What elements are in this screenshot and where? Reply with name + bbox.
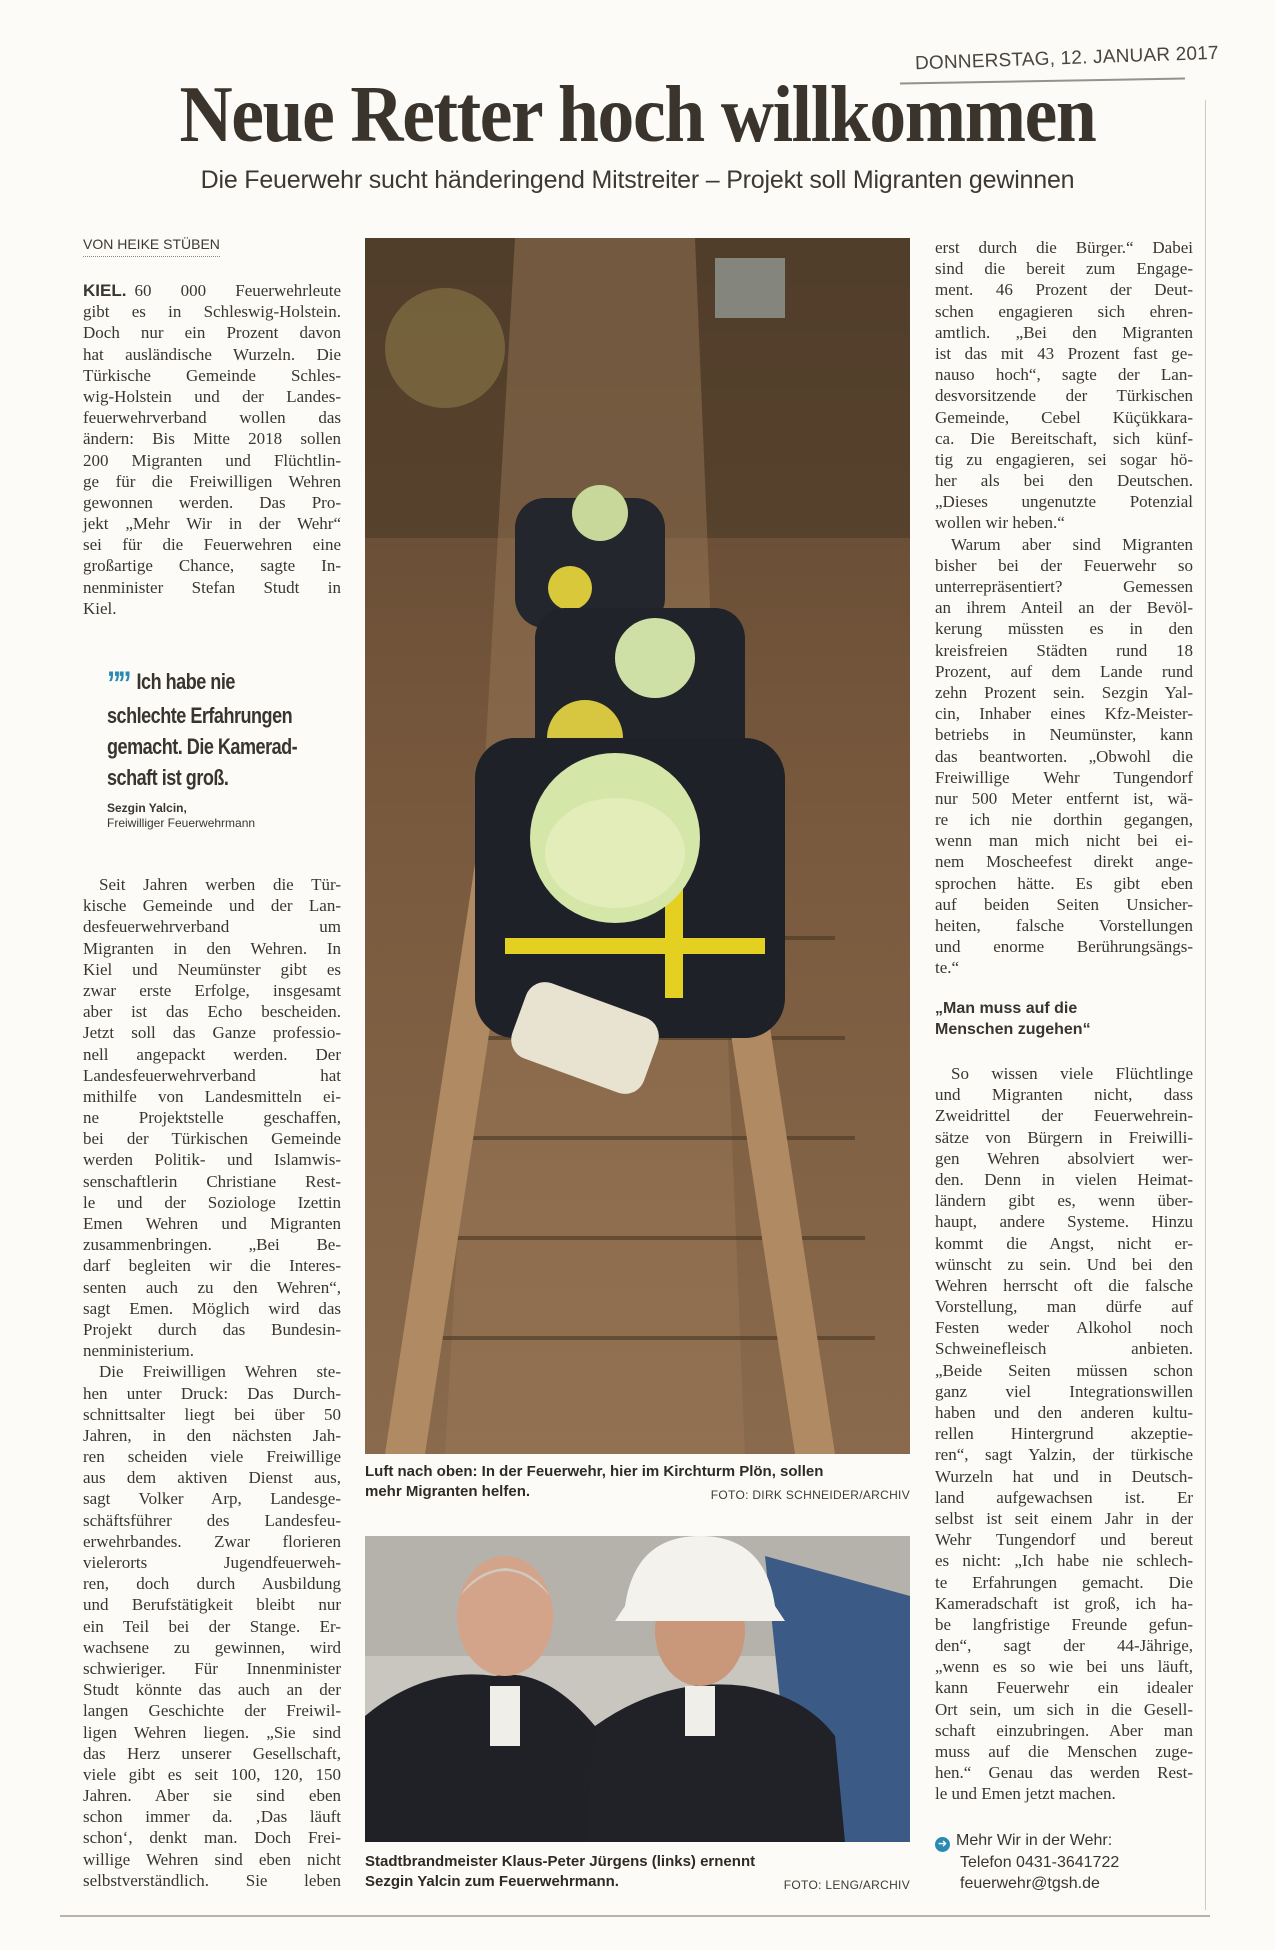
text-line: te.“ xyxy=(935,958,960,978)
text-line: schwieriger. Für Innenminister xyxy=(83,1658,341,1678)
text-line: werden Politik- und Islamwis- xyxy=(83,1150,341,1170)
photo-firefighters-stairwell xyxy=(365,238,910,1454)
text-line: Wurzeln hat und in Deutsch- xyxy=(935,1466,1193,1486)
text-line: heiten, falsche Vorstellungen xyxy=(935,916,1193,935)
text-line: schon‘, denkt man. Doch Frei- xyxy=(83,1828,341,1848)
text-line: hen unter Druck: Das Durch- xyxy=(83,1383,341,1403)
text-line: viele gibt es seit 100, 120, 150 xyxy=(83,1764,341,1784)
article-body-right-continued xyxy=(935,1063,1193,1805)
text-line: sagt Emen. Möglich wird das xyxy=(83,1298,341,1318)
text-line: desfeuerwehrverband um xyxy=(83,917,341,937)
text-line: das beantworten. „Obwohl die xyxy=(935,746,1193,766)
text-line: Freiwillige Wehr Tungendorf xyxy=(935,767,1193,787)
paragraph xyxy=(935,1063,1193,1805)
dateline: KIEL. xyxy=(83,281,127,300)
text-line: an ihrem Anteil an der Bevöl- xyxy=(935,598,1193,618)
text-line: gen Wehren absolviert wer- xyxy=(935,1148,1193,1168)
text-line: haben und den anderen kultu- xyxy=(935,1403,1193,1422)
text-line: ca. Die Bereitschaft, sich künf- xyxy=(935,428,1193,448)
text-line: gibt es in Schleswig-Holstein. xyxy=(83,302,341,322)
text-line: und Berufstätigkeit bleibt nur xyxy=(83,1595,341,1615)
text-line: nenminister Stefan Studt in xyxy=(83,577,341,597)
text-line: es nicht: „Ich habe nie schlech- xyxy=(935,1551,1193,1571)
text-line: cin, Inhaber eines Kfz-Meister- xyxy=(935,704,1193,724)
text-line: ligen Wehren liegen. „Sie sind xyxy=(83,1722,341,1742)
text-line: schon immer da. ‚Das läuft xyxy=(83,1807,341,1827)
text-line: land aufgewachsen ist. Er xyxy=(935,1487,1193,1507)
text-line: Migranten in den Wehren. In xyxy=(83,938,341,958)
text-line: Projekt durch das Bundesin- xyxy=(83,1319,341,1339)
text-line: Türkische Gemeinde Schles- xyxy=(83,365,341,385)
text-line: „wenn es so wie bei uns läuft, xyxy=(935,1657,1193,1677)
text-line: Vorstellung, man dürfe auf xyxy=(935,1297,1193,1317)
text-line: ren“, sagt Yalzin, der türkische xyxy=(935,1445,1193,1465)
text-line: schen engagieren sich ehren- xyxy=(935,301,1193,321)
text-line: kann Feuerwehr ein idealer xyxy=(935,1678,1193,1698)
text-line: ment. 46 Prozent der Deut- xyxy=(935,280,1193,300)
quote-line: gemacht. Die Kamerad- xyxy=(107,734,298,759)
subheading xyxy=(935,998,1091,1040)
quote-line: schaft ist groß. xyxy=(107,765,229,790)
arrow-circle-icon: ➜ xyxy=(935,1837,950,1852)
text-line: bei der Türkischen Gemeinde xyxy=(83,1129,341,1149)
text-line: ändern: Bis Mitte 2018 sollen xyxy=(83,429,341,449)
text-line: kommt die Angst, nicht er- xyxy=(935,1233,1193,1253)
text-line: muss auf die Menschen zuge- xyxy=(935,1742,1193,1761)
text-line: wünscht zu sein. Und bei den xyxy=(935,1254,1193,1274)
text-line: Ort sein, um sich in die Gesell- xyxy=(935,1699,1193,1719)
text-line: Jahren, in den nächsten Jah- xyxy=(83,1425,341,1445)
text-line: selbstverständlich. Sie leben xyxy=(83,1870,341,1890)
text-line: desvorsitzende der Türkischen xyxy=(935,386,1193,406)
text-line: zusammenbringen. „Bei Be- xyxy=(83,1235,341,1255)
text-line: erwehrbandes. Zwar florieren xyxy=(83,1531,341,1551)
text-line: aber ist das Echo bescheiden. xyxy=(83,1002,341,1022)
text-line: ländern gibt es, wenn über- xyxy=(935,1191,1193,1211)
text-line: Wehren herrscht oft die falsche xyxy=(935,1275,1193,1295)
text-line: nem Moscheefest direkt ange- xyxy=(935,852,1193,872)
paragraph xyxy=(935,534,1193,979)
text-line: ist das mit 43 Prozent fast ge- xyxy=(935,343,1193,363)
text-line: „Beide Seiten müssen schon xyxy=(935,1360,1193,1380)
paragraph xyxy=(83,1361,341,1891)
text-line: Seit Jahren werben die Tür- xyxy=(99,875,341,894)
quote-author-role: Freiwilliger Feuerwehrmann xyxy=(107,816,256,830)
text-line: auf beiden Seiten Unsicher- xyxy=(935,894,1193,914)
text-line: Landesfeuerwehrverband hat xyxy=(83,1065,341,1085)
subheading-line: Menschen zugehen“ xyxy=(935,1021,1091,1038)
text-line: schnittsalter liegt bei über 50 xyxy=(83,1404,341,1424)
text-line: Prozent, auf dem Lande rund xyxy=(935,661,1193,681)
text-line: unterrepräsentiert? Gemessen xyxy=(935,577,1193,596)
text-line: Kiel. xyxy=(83,598,117,618)
text-line: jekt „Mehr Wir in der Wehr“ xyxy=(83,514,341,534)
text-line: kreisfreien Städten rund 18 xyxy=(935,640,1193,660)
info-email[interactable]: feuerwehr@tgsh.de xyxy=(960,1875,1100,1892)
paragraph xyxy=(83,874,341,1361)
text-line: Warum aber sind Migranten xyxy=(951,534,1193,554)
article-intro xyxy=(83,280,341,619)
text-line: langen Geschichte der Freiwil- xyxy=(83,1701,341,1721)
text-line: schäftsführer des Landesfeu- xyxy=(83,1510,341,1530)
text-line: den“, sagt der 44-Jährige, xyxy=(935,1636,1193,1656)
photo-credit: FOTO: DIRK SCHNEIDER/ARCHIV xyxy=(710,1488,910,1502)
text-line: Schweinefleisch anbieten. xyxy=(935,1339,1193,1359)
caption-text: Luft nach oben: In der Feuerwehr, hier im Kirchturm Plön, sollen mehr Migranten helfen. xyxy=(365,1463,824,1500)
text-line: tig zu engagieren, sei sogar hö- xyxy=(935,449,1193,469)
article-body-right xyxy=(935,237,1193,979)
caption-text: Stadtbrandmeister Klaus-Peter Jürgens (links) ernennt Sezgin Yalcin zum Feuerwehrmann. xyxy=(365,1853,756,1890)
headline: Neue Retter hoch willkommen xyxy=(179,71,1096,159)
text-line: nauso hoch“, sagte der Lan- xyxy=(935,365,1193,385)
text-line: sind die bereit zum Engage- xyxy=(935,259,1193,279)
text-line: sagt Volker Arp, Landesge- xyxy=(83,1489,341,1509)
quote-line: schlechte Erfahrungen xyxy=(107,703,293,728)
photo-firefighters-portrait xyxy=(365,1536,910,1842)
article-body-left xyxy=(83,874,341,1891)
text-line: sätze von Bürgern in Freiwilli- xyxy=(935,1127,1193,1147)
text-line: sei für die Feuerwehren eine xyxy=(83,535,341,555)
pull-quote xyxy=(107,666,337,831)
text-line: wig-Holstein und der Landes- xyxy=(83,386,341,406)
text-line: Festen weder Alkohol noch xyxy=(935,1318,1193,1338)
text-line: Studt könnte das auch an der xyxy=(83,1680,341,1700)
text-line: haupt, andere Systeme. Hinzu xyxy=(935,1212,1193,1232)
text-line: ne Projektstelle geschaffen, xyxy=(83,1108,341,1128)
text-line: nenministerium. xyxy=(83,1341,194,1361)
info-title: Mehr Wir in der Wehr: xyxy=(956,1832,1113,1849)
text-line: großartige Chance, sagte In- xyxy=(83,556,341,576)
text-line: wollen wir heben.“ xyxy=(935,513,1065,533)
text-line: den. Denn in vielen Heimat- xyxy=(935,1169,1193,1189)
text-line: „Dieses ungenutzte Potenzial xyxy=(935,492,1193,512)
text-line: wenn man mich nicht bei ei- xyxy=(935,831,1193,851)
text-line: Jahren. Aber sie sind eben xyxy=(83,1786,341,1806)
info-box xyxy=(935,1830,1119,1894)
photo-credit: FOTO: LENG/ARCHIV xyxy=(783,1878,910,1892)
text-line: Wehr Tungendorf und bereut xyxy=(935,1530,1193,1550)
text-line: betriebs in Neumünster, kann xyxy=(935,725,1193,745)
text-line: darf begleiten wir die Interes- xyxy=(83,1256,341,1276)
text-line: ganz viel Integrationswillen xyxy=(935,1381,1193,1401)
text-line: nur 500 Meter entfernt ist, wä- xyxy=(935,788,1193,808)
text-line: Jetzt soll das Ganze professio- xyxy=(83,1023,341,1043)
text-line: selbst ist seit einem Jahr in der xyxy=(935,1508,1193,1528)
paragraph xyxy=(83,280,341,619)
text-line: wachsene zu gewinnen, wird xyxy=(83,1637,341,1657)
text-line: feuerwehrverband wollen das xyxy=(83,408,341,428)
text-line: amtlich. „Bei den Migranten xyxy=(935,322,1193,342)
photo-caption xyxy=(365,1462,910,1502)
text-line: Doch nur ein Prozent davon xyxy=(83,323,341,343)
text-line: mithilfe von Landesmitteln ei- xyxy=(83,1086,341,1106)
text-line: re ich nie dorthin gegangen, xyxy=(935,810,1193,830)
text-line: senten auch zu den Wehren“, xyxy=(83,1277,341,1297)
quote-author: Sezgin Yalcin, xyxy=(107,801,187,815)
column-rule xyxy=(1205,100,1206,1910)
info-phone: Telefon 0431-3641722 xyxy=(960,1854,1120,1871)
text-line: zehn Prozent sein. Sezgin Yal- xyxy=(935,682,1193,702)
text-line: Zweidrittel der Feuerwehrein- xyxy=(935,1106,1193,1126)
text-line: gewonnen werden. Das Pro- xyxy=(83,492,341,512)
text-line: KIEL. 60 000 Feuerwehrleute xyxy=(83,281,341,300)
text-line: be langfristige Freunde gefun- xyxy=(935,1614,1193,1634)
text-line: aus dem aktiven Dienst aus, xyxy=(83,1468,341,1488)
text-line: erst durch die Bürger.“ Dabei xyxy=(935,238,1193,257)
quote-attribution xyxy=(107,801,337,831)
byline: VON HEIKE STÜBEN xyxy=(83,236,220,257)
text-line: 200 Migranten und Flüchtlin- xyxy=(83,450,341,470)
issue-date: DONNERSTAG, 12. JANUAR 2017 xyxy=(914,42,1220,75)
text-line: ren scheiden viele Freiwillige xyxy=(83,1447,341,1467)
text-line: ge für die Freiwilligen Wehren xyxy=(83,471,341,491)
text-line: hat ausländische Wurzeln. Die xyxy=(83,344,341,364)
photo-caption xyxy=(365,1852,910,1892)
text-line: schaft einzubringen. Aber man xyxy=(935,1720,1193,1740)
text-line: Gemeinde, Cebel Küçükkara- xyxy=(935,407,1193,427)
text-line: ein Teil bei der Stange. Er- xyxy=(83,1616,341,1636)
page-bottom-rule xyxy=(60,1915,1210,1917)
text-line: te Erfahrungen gemacht. Die xyxy=(935,1572,1193,1592)
text-line: vielerorts Jugendfeuerweh- xyxy=(83,1553,341,1572)
text-line: willige Wehren sind eben nicht xyxy=(83,1849,341,1869)
text-line: nell angepackt werden. Der xyxy=(83,1044,341,1064)
text-line: le und Emen jetzt machen. xyxy=(935,1784,1116,1804)
quote-mark-icon: ”” xyxy=(107,665,129,703)
text-line: Emen Wehren und Migranten xyxy=(83,1214,341,1233)
text-line: rellen Hintergrund akzeptie- xyxy=(935,1424,1193,1444)
text-line: Kameradschaft ist groß, ich ha- xyxy=(935,1593,1193,1613)
text-line: le und der Soziologe Izettin xyxy=(83,1192,341,1212)
text-line: zwar erste Erfolge, insgesamt xyxy=(83,980,341,1000)
text-line: her als bei den Deutschen. xyxy=(935,471,1193,491)
text-line: So wissen viele Flüchtlinge xyxy=(951,1064,1193,1083)
text-line: das Herz unserer Gesellschaft, xyxy=(83,1743,341,1763)
paragraph xyxy=(935,237,1193,534)
text-line: Kiel und Neumünster gibt es xyxy=(83,959,341,979)
quote-line: ”” Ich habe nie xyxy=(107,665,235,703)
text-line: Die Freiwilligen Wehren ste- xyxy=(99,1362,341,1382)
text-line: senschaftlerin Christiane Rest- xyxy=(83,1171,341,1191)
text-line: hen.“ Genau das werden Rest- xyxy=(935,1763,1193,1783)
text-line: und enorme Berührungsängs- xyxy=(935,937,1193,957)
text-line: und Migranten nicht, dass xyxy=(935,1085,1193,1105)
text-line: sprochen hätte. Es gibt eben xyxy=(935,873,1193,893)
text-line: ren, doch durch Ausbildung xyxy=(83,1574,341,1594)
subheading-line: „Man muss auf die xyxy=(935,1000,1078,1017)
text-line: bisher bei der Feuerwehr so xyxy=(935,555,1193,575)
subtitle: Die Feuerwehr sucht händeringend Mitstreiter – Projekt soll Migranten gewinnen xyxy=(200,166,1075,194)
text-line: kische Gemeinde und der Lan- xyxy=(83,896,341,916)
text-line: kerung müssten es in den xyxy=(935,619,1193,639)
